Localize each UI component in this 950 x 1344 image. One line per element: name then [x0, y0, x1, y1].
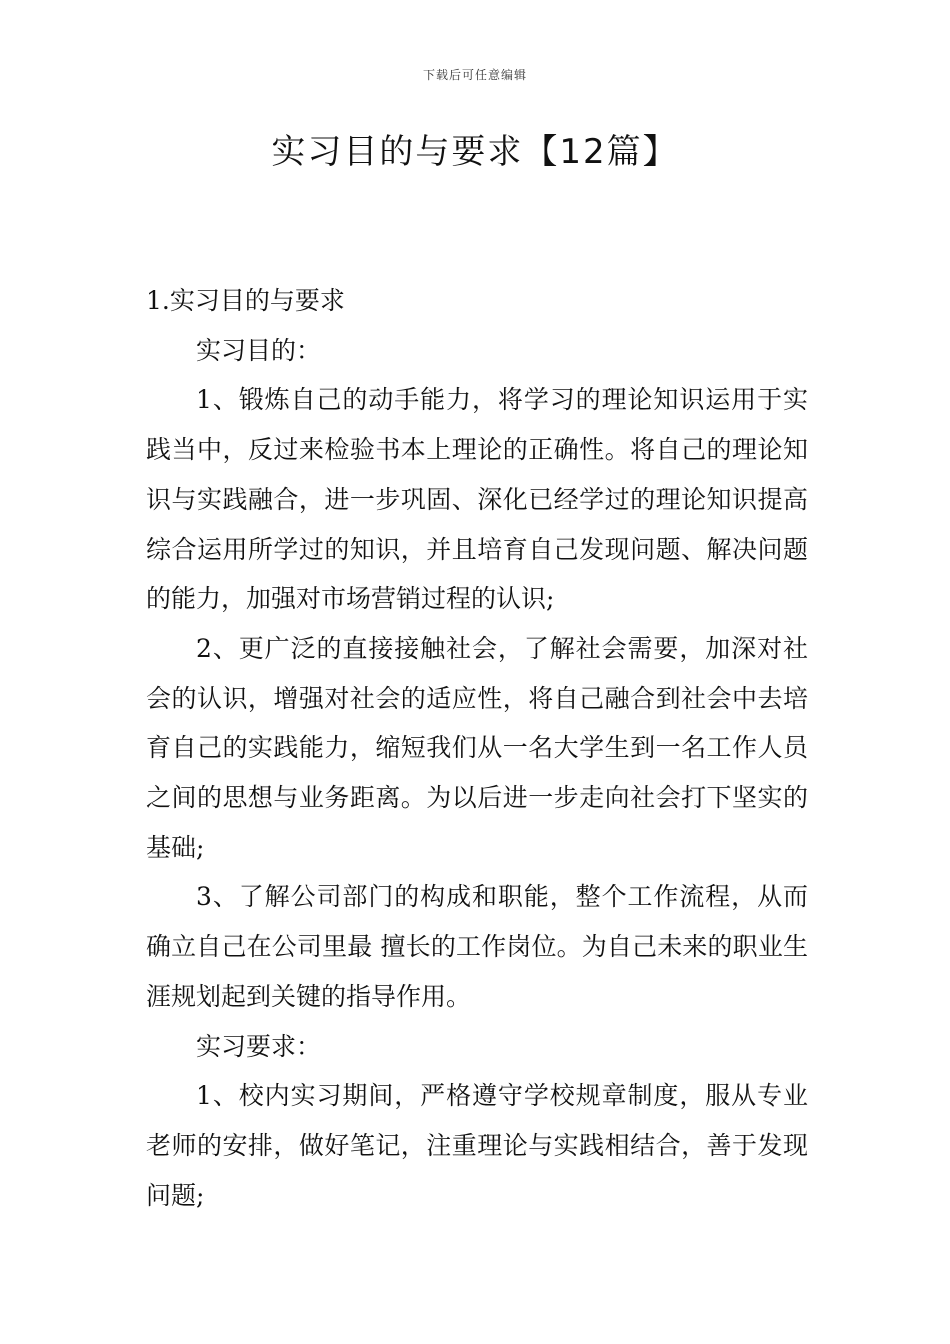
requirements-heading: 实习要求：: [196, 1031, 322, 1061]
requirement-item-1: 1、校内实习期间，严格遵守学校规章制度，服从专业老师的安排，做好笔记，注重理论与实践相结合，善于发现问题;: [146, 1081, 808, 1210]
purpose-item-3: 3、了解公司部门的构成和职能，整个工作流程，从而确立自己在公司里最 擅长的工作岗位。为自己未来的职业生涯规划起到关键的指导作用。: [146, 882, 808, 1011]
document-title: 实习目的与要求【12篇】: [271, 132, 679, 172]
section-heading: 1.实习目的与要求: [146, 286, 345, 315]
purpose-item-2: 2、更广泛的直接接触社会，了解社会需要，加深对社会的认识，增强对社会的适应性，将自己融合到社会中去培育自己的实践能力，缩短我们从一名大学生到一名工作人员之间的思想与业务距离。为以后进一步走向社会打下坚实的基础;: [146, 633, 808, 862]
purpose-item-1: 1、锻炼自己的动手能力，将学习的理论知识运用于实践当中，反过来检验书本上理论的正确性。将自己的理论知识与实践融合，进一步巩固、深化已经学过的理论知识提高综合运用所学过的知识，并且培育自己发现问题、解决问题的能力，加强对市场营销过程的认识;: [146, 385, 808, 614]
document-body: [146, 276, 808, 1220]
purpose-heading: 实习目的：: [196, 335, 322, 365]
header-note: 下载后可任意编辑: [422, 68, 527, 82]
